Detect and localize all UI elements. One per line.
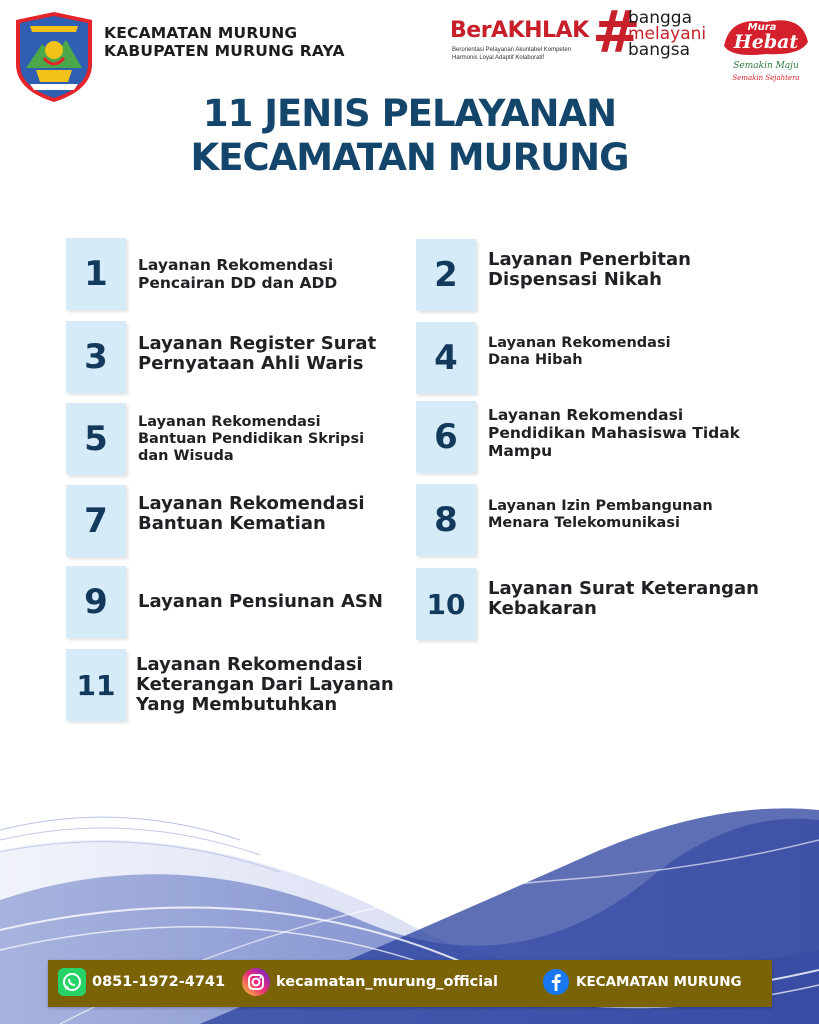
service-item-7: [66, 485, 365, 557]
service-item-6: [416, 401, 740, 473]
service-label-line: Pencairan DD dan ADD: [138, 274, 338, 292]
bangga-line2: melayani: [628, 24, 707, 44]
facebook-contact[interactable]: [542, 968, 742, 996]
service-label: [488, 406, 740, 460]
instagram-contact[interactable]: [242, 968, 498, 996]
whatsapp-number: 0851-1972-4741: [92, 974, 226, 990]
service-label-line: Layanan Pensiunan ASN: [138, 591, 383, 612]
service-label: [138, 494, 365, 534]
service-number: 2: [416, 239, 476, 311]
service-item-8: [416, 484, 713, 556]
service-label-line: Dispensasi Nikah: [488, 269, 662, 290]
service-label: [138, 592, 383, 612]
berakhlak-tagline-line2: Harmonis Loyal Adaptif Kolaboratif: [452, 55, 545, 61]
service-number: 1: [66, 238, 126, 310]
service-number: 3: [66, 321, 126, 393]
service-label: [136, 655, 394, 715]
instagram-icon: [242, 968, 270, 996]
service-label-line: Menara Telekomunikasi: [488, 515, 680, 531]
service-label: [488, 579, 759, 619]
service-label-line: Kebakaran: [488, 598, 597, 619]
service-number: 10: [416, 568, 476, 640]
page-title-line2: KECAMATAN MURUNG: [190, 136, 629, 179]
service-label-line: Layanan Izin Pembangunan: [488, 498, 713, 514]
whatsapp-icon: [58, 968, 86, 996]
facebook-page: KECAMATAN MURUNG: [576, 974, 742, 990]
org-name-line2: KABUPATEN MURUNG RAYA: [104, 42, 345, 60]
service-label: [138, 414, 364, 465]
service-label: [488, 335, 671, 369]
service-number: 9: [66, 566, 126, 638]
hashtag-icon: #: [592, 0, 641, 66]
service-label-line: Mampu: [488, 442, 553, 460]
service-label: [488, 498, 713, 532]
service-label-line: Dana Hibah: [488, 352, 583, 368]
page-title-line1: 11 JENIS PELAYANAN: [202, 92, 617, 135]
service-label-line: Keterangan Dari Layanan: [136, 674, 394, 695]
service-label-line: Bantuan Kematian: [138, 513, 326, 534]
org-name-line1: KECAMATAN MURUNG: [104, 24, 298, 42]
mura-hebat-line4: Semakin Sejahtera: [732, 74, 800, 82]
service-item-11: [66, 649, 394, 721]
facebook-icon: [542, 968, 570, 996]
service-label: [488, 250, 691, 290]
service-label: [138, 334, 376, 374]
service-label-line: Pendidikan Mahasiswa Tidak: [488, 424, 740, 442]
service-item-10: [416, 568, 759, 640]
contact-footer: [48, 960, 772, 1007]
service-number: 4: [416, 322, 476, 394]
service-label-line: Layanan Rekomendasi: [136, 654, 363, 675]
service-number: 7: [66, 485, 126, 557]
service-number: 11: [66, 649, 126, 721]
service-number: 8: [416, 484, 476, 556]
berakhlak-tagline-line1: Berorientasi Pelayanan Akuntabel Kompeten: [452, 47, 572, 53]
service-label-line: Layanan Rekomendasi: [138, 256, 334, 274]
service-item-2: [416, 239, 691, 311]
service-number: 5: [66, 403, 126, 475]
service-label-line: Layanan Rekomendasi: [488, 335, 671, 351]
mura-hebat-line1: Mura: [747, 22, 777, 33]
whatsapp-contact[interactable]: [58, 968, 225, 996]
service-number: 6: [416, 401, 476, 473]
berakhlak-title-ber: Ber: [450, 18, 492, 43]
service-item-5: [66, 403, 364, 475]
service-item-1: [66, 238, 337, 310]
mura-hebat-line3: Semakin Maju: [733, 61, 799, 71]
service-item-4: [416, 322, 671, 394]
service-label: [138, 256, 337, 292]
service-label-line: dan Wisuda: [138, 447, 234, 464]
service-item-3: [66, 321, 376, 393]
service-label-line: Layanan Surat Keterangan: [488, 578, 759, 599]
service-label-line: Bantuan Pendidikan Skripsi: [138, 430, 365, 447]
service-label-line: Layanan Rekomendasi: [138, 413, 321, 430]
bangga-line3: bangsa: [628, 40, 691, 60]
berakhlak-title-akhlak: AKHLAK: [491, 18, 589, 43]
service-label-line: Layanan Rekomendasi: [488, 406, 684, 424]
instagram-handle: kecamatan_murung_official: [276, 974, 498, 990]
service-label-line: Yang Membutuhkan: [136, 694, 338, 715]
bangga-line1: bangga: [628, 8, 692, 28]
service-label-line: Layanan Penerbitan: [488, 249, 691, 270]
mura-hebat-line2: Hebat: [733, 31, 799, 53]
service-label-line: Layanan Register Surat: [138, 333, 377, 354]
service-label-line: Layanan Rekomendasi: [138, 493, 365, 514]
service-label-line: Pernyataan Ahli Waris: [138, 353, 364, 374]
service-item-9: [66, 566, 383, 638]
